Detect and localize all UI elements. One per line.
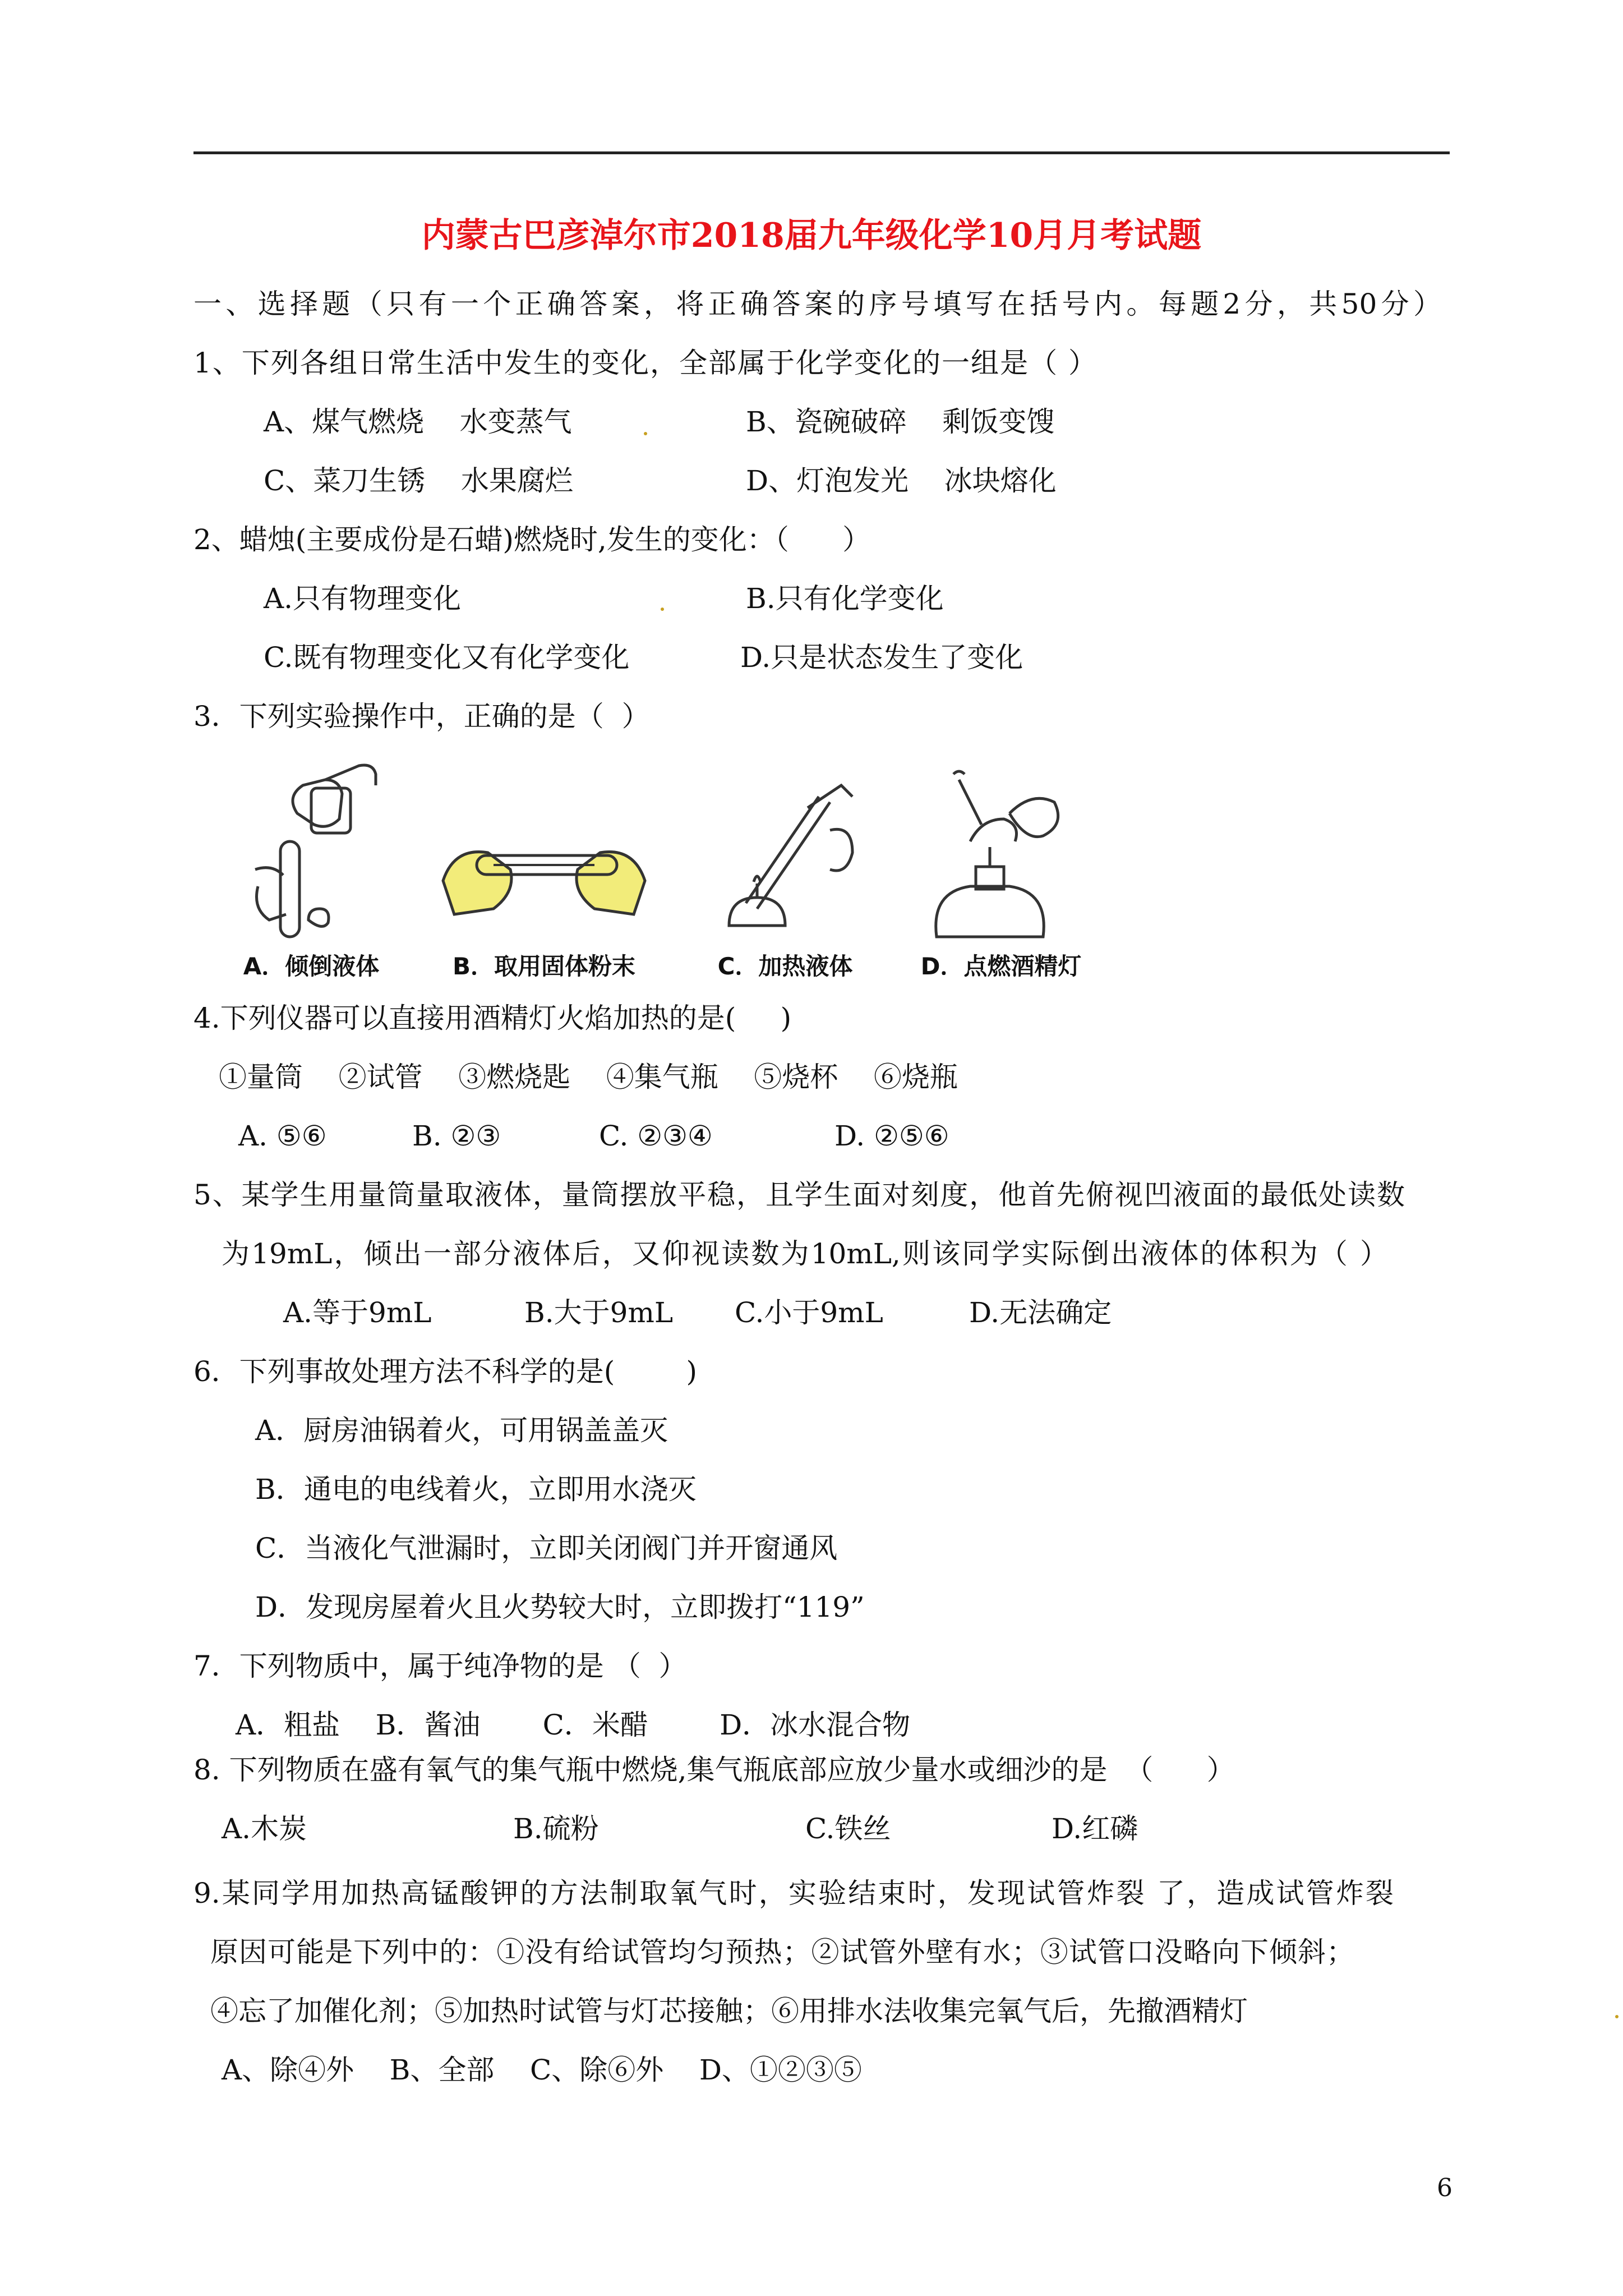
q4-items: ①量筒 ②试管 ③燃烧匙 ④集气瓶 ⑤烧杯 ⑥烧瓶 [219, 1061, 958, 1093]
page-number: 6 [1437, 2174, 1453, 2202]
header-rule [193, 151, 1450, 154]
q8-option-c: C.铁丝 [805, 1812, 891, 1845]
pouring-liquid-illustration [224, 757, 398, 942]
q4-option-c: C. ②③④ [599, 1120, 713, 1152]
q6-option-d: D．发现房屋着火且火势较大时，立即拨打“119” [255, 1591, 865, 1623]
q3-stem: 3．下列实验操作中，正确的是（ ） [193, 700, 650, 733]
q2-option-c: C.既有物理变化又有化学变化 [264, 641, 630, 674]
q5-option-c: C.小于9mL [735, 1296, 883, 1329]
q6-option-a: A．厨房油锅着火，可用锅盖盖灭 [255, 1414, 668, 1447]
q4-option-a: A. ⑤⑥ [238, 1120, 327, 1152]
q5-option-a: A.等于9mL [283, 1296, 432, 1329]
q3-figure [224, 757, 1110, 982]
section-heading: 一、选择题（只有一个正确答案，将正确答案的序号填写在括号内。每题2分，共50分） [193, 288, 1441, 320]
q9-stem-line2: 原因可能是下列中的：①没有给试管均匀预热；②试管外壁有水；③试管口没略向下倾斜； [210, 1936, 1354, 1968]
q1-option-c: C、菜刀生锈 水果腐烂 [264, 464, 573, 497]
q2-stem: 2、蜡烛(主要成份是石蜡)燃烧时,发生的变化：（ ） [193, 523, 871, 556]
speck-mark [1615, 2015, 1619, 2018]
q1-option-a: A、煤气燃烧 水变蒸气 [264, 406, 572, 438]
q7-options: A．粗盐 B．酱油 C．米醋 D．冰水混合物 [236, 1709, 911, 1741]
figure-b-caption: B．取用固体粉末 [452, 953, 635, 980]
q5-stem-line1: 5、某学生用量筒量取液体，量筒摆放平稳，且学生面对刻度，他首先俯视凹液面的最低处读数 [193, 1179, 1405, 1211]
lighting-lamp-illustration [897, 757, 1105, 942]
speck-mark [644, 432, 647, 435]
figure-d-lighting-lamp [897, 757, 1105, 982]
figure-b-solid-powder [426, 757, 662, 982]
heating-liquid-illustration [695, 757, 875, 942]
q1-stem: 1、下列各组日常生活中发生的变化，全部属于化学变化的一组是（ ） [193, 347, 1096, 379]
q2-option-b: B.只有化学变化 [746, 582, 944, 615]
figure-a-caption: A．倾倒液体 [243, 953, 380, 980]
speck-mark [661, 608, 664, 611]
q1-option-d: D、灯泡发光 冰块熔化 [746, 464, 1057, 497]
q9-options: A、除④外 B、全部 C、除⑥外 D、①②③⑤ [222, 2054, 862, 2086]
q5-option-b: B.大于9mL [524, 1296, 674, 1329]
q4-option-d: D. ②⑤⑥ [834, 1120, 949, 1152]
q2-option-a: A.只有物理变化 [264, 582, 462, 615]
q7-stem: 7．下列物质中，属于纯净物的是 （ ） [193, 1650, 687, 1682]
figure-c-heating-liquid [695, 757, 875, 982]
q6-stem: 6．下列事故处理方法不科学的是( ) [193, 1355, 697, 1388]
q8-option-a: A.木炭 [222, 1812, 307, 1845]
q4-stem: 4.下列仪器可以直接用酒精灯火焰加热的是( ) [193, 1002, 792, 1034]
q6-option-c: C．当液化气泄漏时，立即关闭阀门并开窗通风 [255, 1532, 838, 1565]
page-title: 内蒙古巴彦淖尔市2018届九年级化学10月月考试题 [421, 216, 1202, 255]
q8-option-b: B.硫粉 [513, 1812, 599, 1845]
q2-option-d: D.只是状态发生了变化 [740, 641, 1023, 674]
solid-powder-illustration [426, 757, 662, 942]
figure-c-caption: C．加热液体 [717, 953, 853, 980]
q4-option-b: B. ②③ [412, 1120, 501, 1152]
q9-stem-line1: 9.某同学用加热高锰酸钾的方法制取氧气时，实验结束时，发现试管炸裂 了，造成试管炸裂 [193, 1877, 1394, 1910]
q8-stem: 8. 下列物质在盛有氧气的集气瓶中燃烧,集气瓶底部应放少量水或细沙的是 （ ） [193, 1754, 1235, 1786]
figure-a-pouring-liquid [224, 757, 398, 982]
q5-stem-line2: 为19mL，倾出一部分液体后，又仰视读数为10mL,则该同学实际倒出液体的体积为（ ） [222, 1237, 1388, 1270]
q6-option-b: B．通电的电线着火，立即用水浇灭 [255, 1473, 697, 1506]
q9-stem-line3: ④忘了加催化剂；⑤加热时试管与灯芯接触；⑥用排水法收集完氧气后，先撤酒精灯 [210, 1995, 1248, 2027]
q1-option-b: B、瓷碗破碎 剩饭变馊 [746, 406, 1055, 438]
figure-d-caption: D．点燃酒精灯 [920, 953, 1082, 980]
q5-option-d: D.无法确定 [969, 1296, 1112, 1329]
q8-option-d: D.红磷 [1052, 1812, 1138, 1845]
